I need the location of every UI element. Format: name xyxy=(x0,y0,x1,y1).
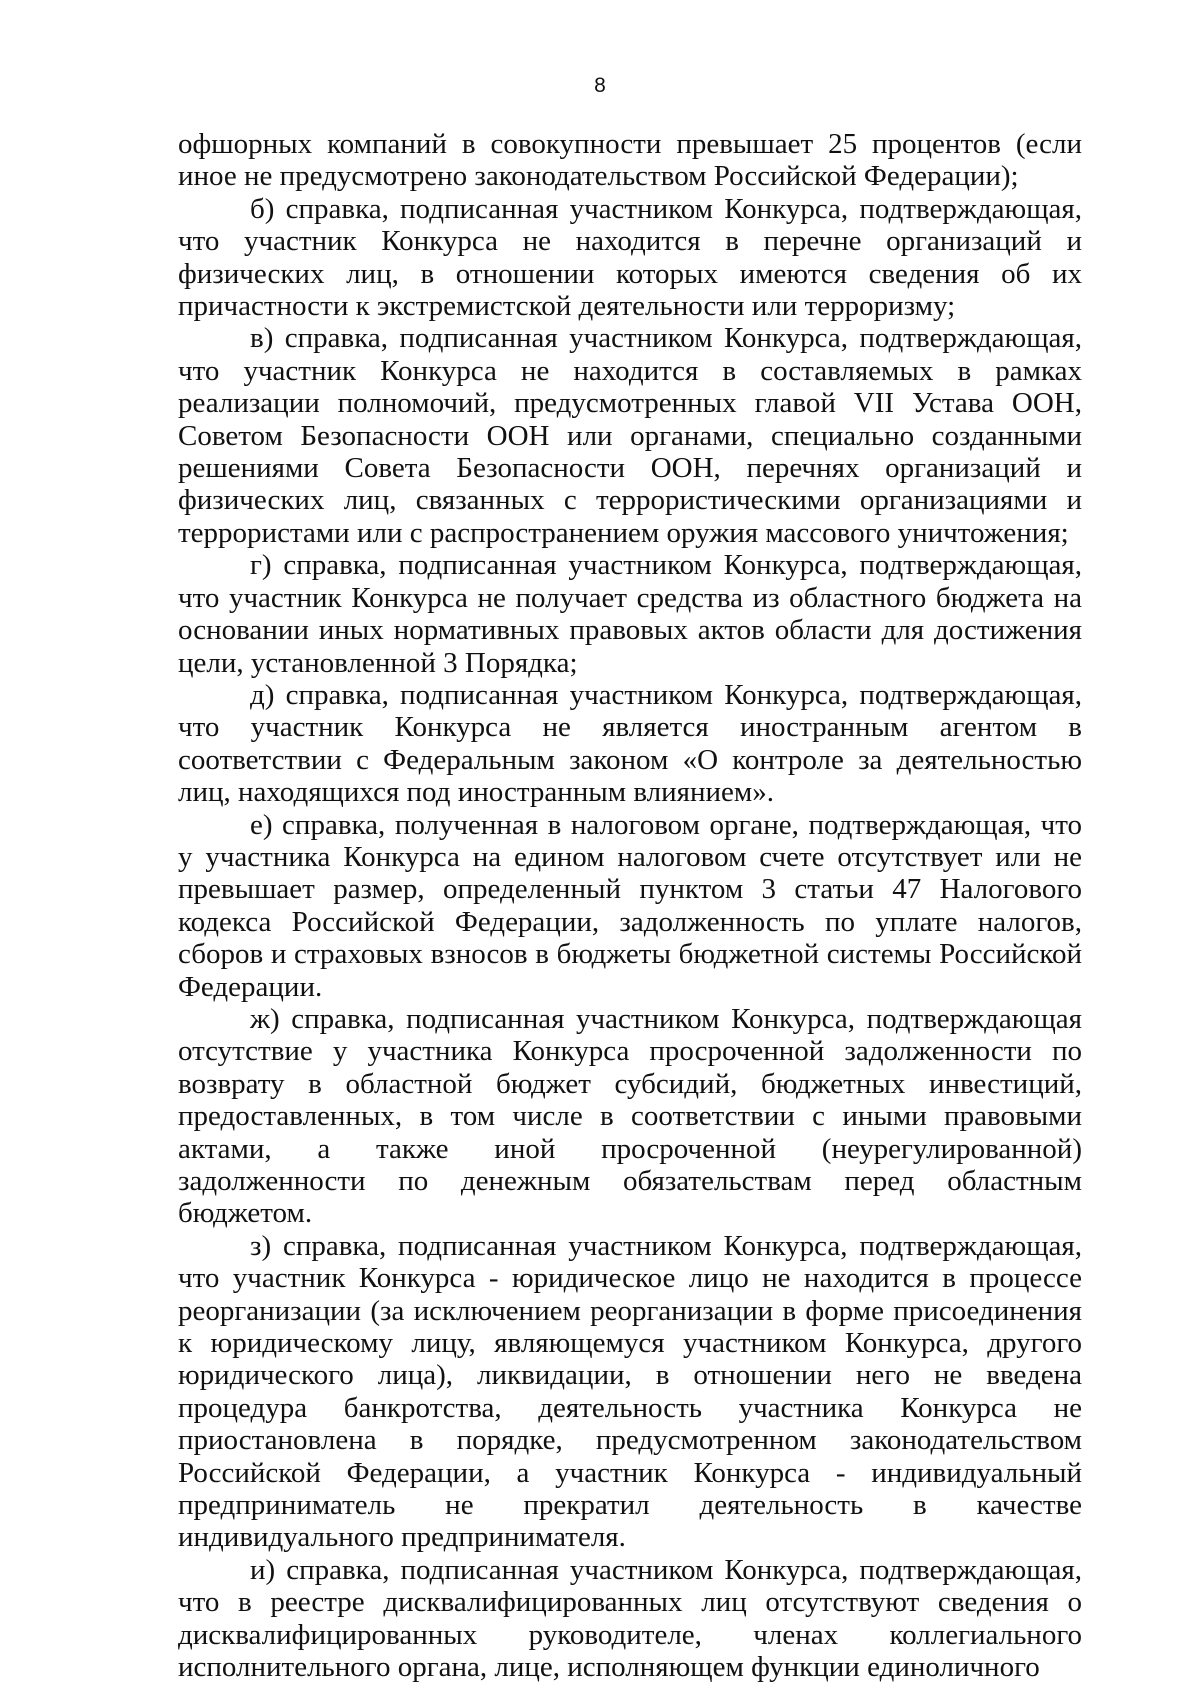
paragraph-item-g: г) справка, подписанная участником Конкурса, подтверждающая, что участник Конкурса не получает средства из областного бюджета на основании иных нормативных правовых актов области для достижения цели, установленной 3 Порядка; xyxy=(178,549,1082,679)
paragraph-item-z: з) справка, подписанная участником Конкурса, подтверждающая, что участник Конкурса - юридическое лицо не находится в процессе реорганизации (за исключением реорганизации в форме присоединения к юридическому лицу, являющемуся участником Конкурса, другого юридического лица), ликвидации, в отношении него не введена процедура банкротства, деятельность участника Конкурса не приостановлена в порядке, предусмотренном законодательством Российской Федерации, а участник Конкурса - индивидуальный предприниматель не прекратил деятельность в качестве индивидуального предпринимателя. xyxy=(178,1229,1082,1554)
paragraph-item-i: и) справка, подписанная участником Конкурса, подтверждающая, что в реестре дисквалифицированных лиц отсутствуют сведения о дисквалифицированных руководителе, членах коллегиального исполнительного органа, лице, исполняющем функции единоличного xyxy=(178,1553,1082,1684)
paragraph-item-b: б) справка, подписанная участником Конкурса, подтверждающая, что участник Конкурса не находится в перечне организаций и физических лиц, в отношении которых имеются сведения об их причастности к экстремистской деятельности или терроризму; xyxy=(178,192,1082,323)
paragraph-item-zh: ж) справка, подписанная участником Конкурса, подтверждающая отсутствие у участника Конкурса просроченной задолженности по возврату в областной бюджет субсидий, бюджетных инвестиций, предоставленных, в том числе в соответствии с иными правовыми актами, а также иной просроченной (неурегулированной) задолженности по денежным обязательствам перед областным бюджетом. xyxy=(178,1002,1082,1230)
paragraph-item-e: е) справка, полученная в налоговом органе, подтверждающая, что у участника Конкурса на едином налоговом счете отсутствует или не превышает размер, определенный пунктом 3 статьи 47 Налогового кодекса Российской Федерации, задолженность по уплате налогов, сборов и страховых взносов в бюджеты бюджетной системы Российской Федерации. xyxy=(178,808,1082,1003)
document-body xyxy=(178,128,1082,1684)
paragraph-item-v: в) справка, подписанная участником Конкурса, подтверждающая, что участник Конкурса не находится в составляемых в рамках реализации полномочий, предусмотренных главой VII Устава ООН, Советом Безопасности ООН или органами, специально созданными решениями Совета Безопасности ООН, перечнях организаций и физических лиц, связанных с террористическими организациями и террористами или с распространением оружия массового уничтожения; xyxy=(178,322,1082,549)
paragraph-item-d: д) справка, подписанная участником Конкурса, подтверждающая, что участник Конкурса не является иностранным агентом в соответствии с Федеральным законом «О контроле за деятельностью лиц, находящихся под иностранным влиянием». xyxy=(178,678,1082,809)
paragraph-continuation: офшорных компаний в совокупности превышает 25 процентов (если иное не предусмотрено законодательством Российской Федерации); xyxy=(178,128,1082,193)
page-number: 8 xyxy=(594,74,606,97)
